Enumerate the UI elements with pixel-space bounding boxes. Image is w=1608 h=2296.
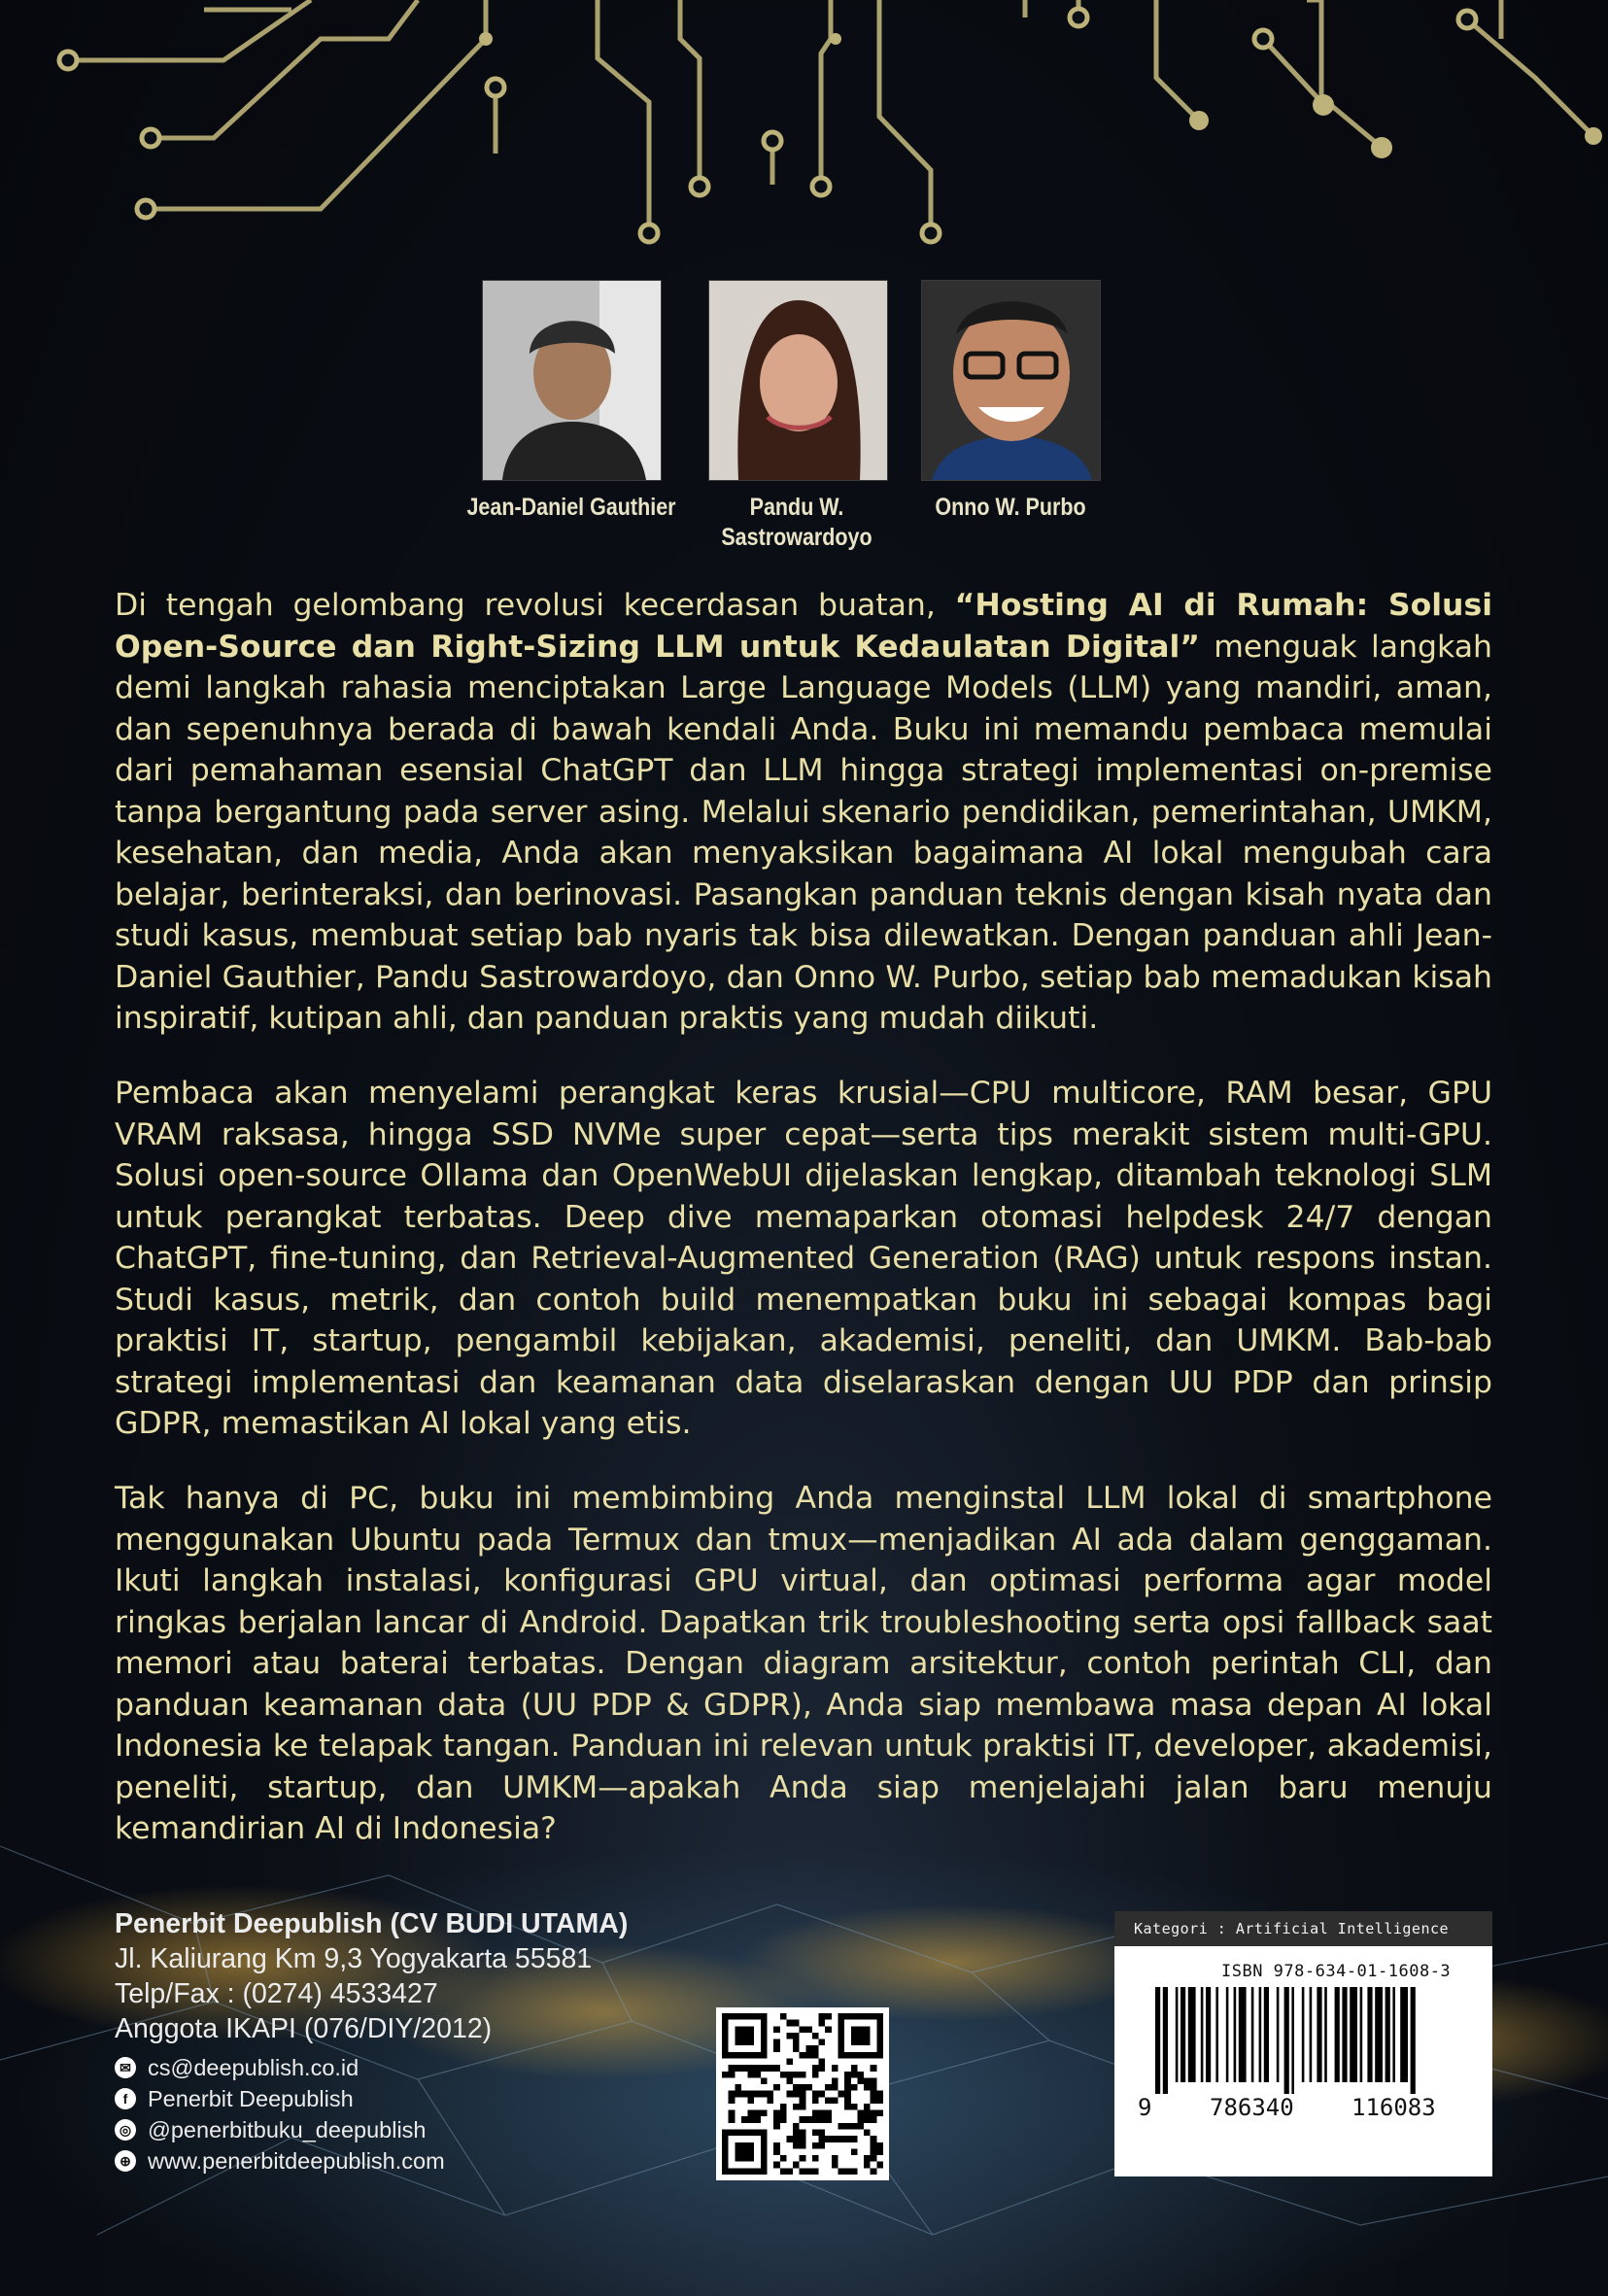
barcode-digit-group-2: 116083 (1351, 2094, 1436, 2121)
contact-instagram-text: @penerbitbuku_deepublish (148, 2117, 427, 2142)
author-onno (921, 280, 1099, 523)
isbn-text: ISBN 978-634-01-1608-3 (1221, 1962, 1452, 1981)
description-paragraph-1 (115, 585, 1492, 1040)
author-name: Jean-Daniel Gauthier (466, 494, 676, 521)
author-name (697, 493, 897, 553)
contact-facebook[interactable] (115, 2083, 698, 2114)
publisher-info (115, 1906, 698, 2176)
author-section (0, 280, 1608, 571)
author-photo-jean-daniel (482, 280, 662, 481)
barcode-bars (1155, 1987, 1471, 2094)
paragraph-text: menguak langkah demi langkah rahasia menciptakan Large Language Models (LLM) yang mandiri, aman, dan sepenuhnya berada di bawah kendali Anda. Buku ini memandu pembaca memulai dari pemahaman esensial ChatGPT dan LLM hingga strategi implementasi on-premise tanpa bergantung pada server asing. Melalui skenario pendidikan, pemerintahan, UMKM, kesehatan, dan media, Anda akan menyaksikan bagaimana AI lokal mengubah cara belajar, berinteraksi, dan berinovasi. Pasangkan panduan teknis dengan kisah nyata dan studi kasus, membuat setiap bab nyaris tak bisa dilewatkan. Dengan panduan ahli Jean-Daniel Gauthier, Pandu Sastrowardoyo, dan Onno W. Purbo, setiap bab memadukan kisah inspiratif, kutipan ahli, dan panduan praktis yang mudah diikuti. (115, 629, 1492, 1036)
publisher-address: Jl. Kaliurang Km 9,3 Yogyakarta 55581 (115, 1943, 593, 1974)
publisher-name: Penerbit Deepublish (CV BUDI UTAMA) (115, 1908, 629, 1939)
contact-website[interactable] (115, 2145, 698, 2176)
contact-instagram[interactable] (115, 2114, 698, 2145)
barcode-digit-lead: 9 (1138, 2094, 1152, 2121)
author-photo-onno (921, 280, 1101, 481)
instagram-icon: ◎ (115, 2119, 136, 2141)
author-name-line1: Pandu W. (749, 494, 844, 521)
contact-email[interactable] (115, 2052, 698, 2083)
qr-code[interactable] (716, 2007, 889, 2180)
author-name: Onno W. Purbo (935, 494, 1086, 521)
book-title-inline: “Hosting AI di Rumah: Solusi Open-Source dan Right-Sizing LLM untuk Kedaulatan Digital” (115, 588, 1492, 665)
description-paragraph-3: Tak hanya di PC, buku ini membimbing Anda menginstal LLM lokal di smartphone menggunakan Ubuntu pada Termux dan tmux—menjadikan AI ada dalam genggaman. Ikuti langkah instalasi, konfigurasi GPU virtual, dan optimasi performa agar model ringkas berjalan lancar di Android. Dapatkan trik troubleshooting serta opsi fallback saat memori atau baterai terbatas. Dengan diagram arsitektur, contoh perintah CLI, dan panduan keamanan data (UU PDP & GDPR), Anda siap membawa masa depan AI lokal Indonesia ke telapak tangan. Panduan ini relevan untuk praktisi IT, developer, akademisi, peneliti, startup, dan UMKM—apakah Anda siap menjelajahi jalan baru menuju kemandirian AI di Indonesia? (115, 1481, 1492, 1846)
publisher-ikapi: Anggota IKAPI (076/DIY/2012) (115, 2013, 493, 2044)
qr-code-pattern (722, 2013, 883, 2175)
facebook-icon: f (115, 2088, 136, 2109)
publisher-phone: Telp/Fax : (0274) 4533427 (115, 1978, 438, 2009)
contact-website-text: www.penerbitdeepublish.com (148, 2148, 445, 2174)
category-label: Kategori : Artificial Intelligence (1114, 1911, 1492, 1946)
author-name-line2: Sastrowardoyo (721, 524, 872, 551)
isbn-barcode-box (1114, 1911, 1492, 2176)
author-pandu (708, 280, 885, 553)
author-jean-daniel (466, 280, 676, 523)
barcode-digit-group-1: 786340 (1210, 2094, 1294, 2121)
paragraph-text: Di tengah gelombang revolusi kecerdasan buatan, (115, 588, 955, 623)
email-icon: ✉ (115, 2057, 136, 2078)
author-photo-pandu (708, 280, 888, 481)
contact-facebook-text: Penerbit Deepublish (148, 2086, 354, 2111)
globe-icon: ⊕ (115, 2150, 136, 2172)
circuit-decoration (0, 0, 1608, 253)
description-paragraph-2: Pembaca akan menyelami perangkat keras krusial—CPU multicore, RAM besar, GPU VRAM raksasa, hingga SSD NVMe super cepat—serta tips merakit sistem multi-GPU. Solusi open-source Ollama dan OpenWebUI dijelaskan lengkap, ditambah teknologi SLM untuk perangkat terbatas. Deep dive memaparkan otomasi helpdesk 24/7 dengan ChatGPT, fine-tuning, dan Retrieval-Augmented Generation (RAG) untuk respons instan. Studi kasus, metrik, dan contoh build menempatkan buku ini sebagai kompas bagi praktisi IT, startup, pengambil kebijakan, akademisi, peneliti, dan UMKM. Bab-bab strategi implementasi dan keamanan data diselaraskan dengan UU PDP dan prinsip GDPR, memastikan AI lokal yang etis. (115, 1076, 1492, 1441)
contact-email-text: cs@deepublish.co.id (148, 2055, 359, 2080)
